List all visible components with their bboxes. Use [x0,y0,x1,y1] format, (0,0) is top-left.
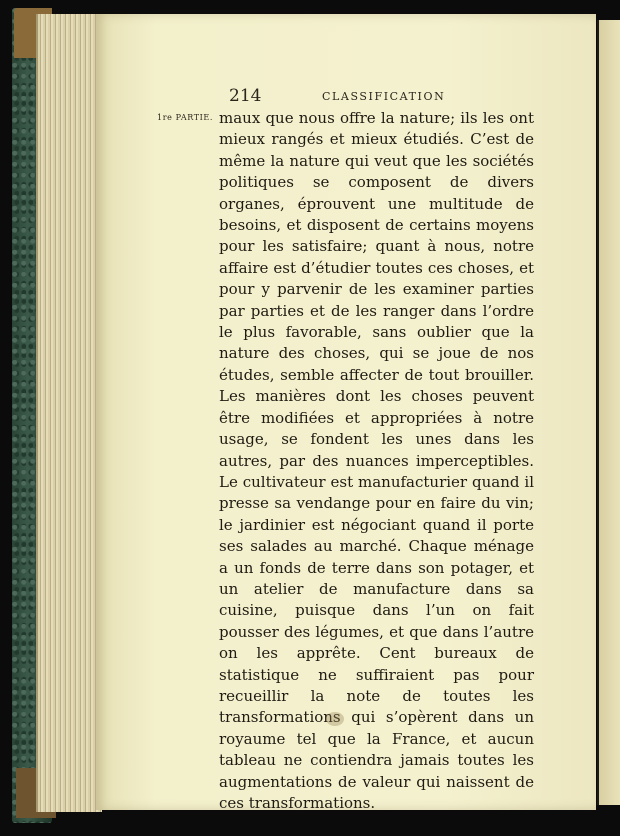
running-head: CLASSIFICATION [322,90,446,103]
paper-stain [326,712,344,726]
facing-page-edge [597,20,620,805]
page-number: 214 [229,86,262,106]
page-edges-stack [36,14,102,812]
margin-note: 1re PARTIE. [157,113,213,122]
body-paragraph: maux que nous offre la nature; ils les ont mieux rangés et mieux étudiés. C’est de même la nature qui veut que les sociétés politiques se composent de divers organes, éprouvent une multitude de besoins, et disposent de certains moyens pour les satisfaire; quant à nous, notre affaire est d’étudier toutes ces choses, et pour y parvenir de les examiner parties par parties et de les ranger dans l’ordre le plus favorable, sans oublier que la nature des choses, qui se joue de nos études, semble affecter de tout brouiller. Les manières dont les choses peuvent être modifiées et appropriées à notre usage, se fondent les unes dans les autres, par des nuances imperceptibles. Le cultivateur est manufacturier quand il presse sa vendange pour en faire du vin; le jardinier est négociant quand il porte ses salades au marché. Chaque ménage a un fonds de terre dans son potager, et un atelier de manufacture dans sa cuisine, puisque dans l’un on fait pousser des légumes, et que dans l’autre on les apprête. Cent bureaux de statistique ne suffiraient pas pour recueillir la note de toutes les transformations qui s’opèrent dans un royaume tel que la France, et aucun tableau ne contiendra jamais toutes les augmentations de valeur qui naissent de ces transformations. [219,109,534,812]
